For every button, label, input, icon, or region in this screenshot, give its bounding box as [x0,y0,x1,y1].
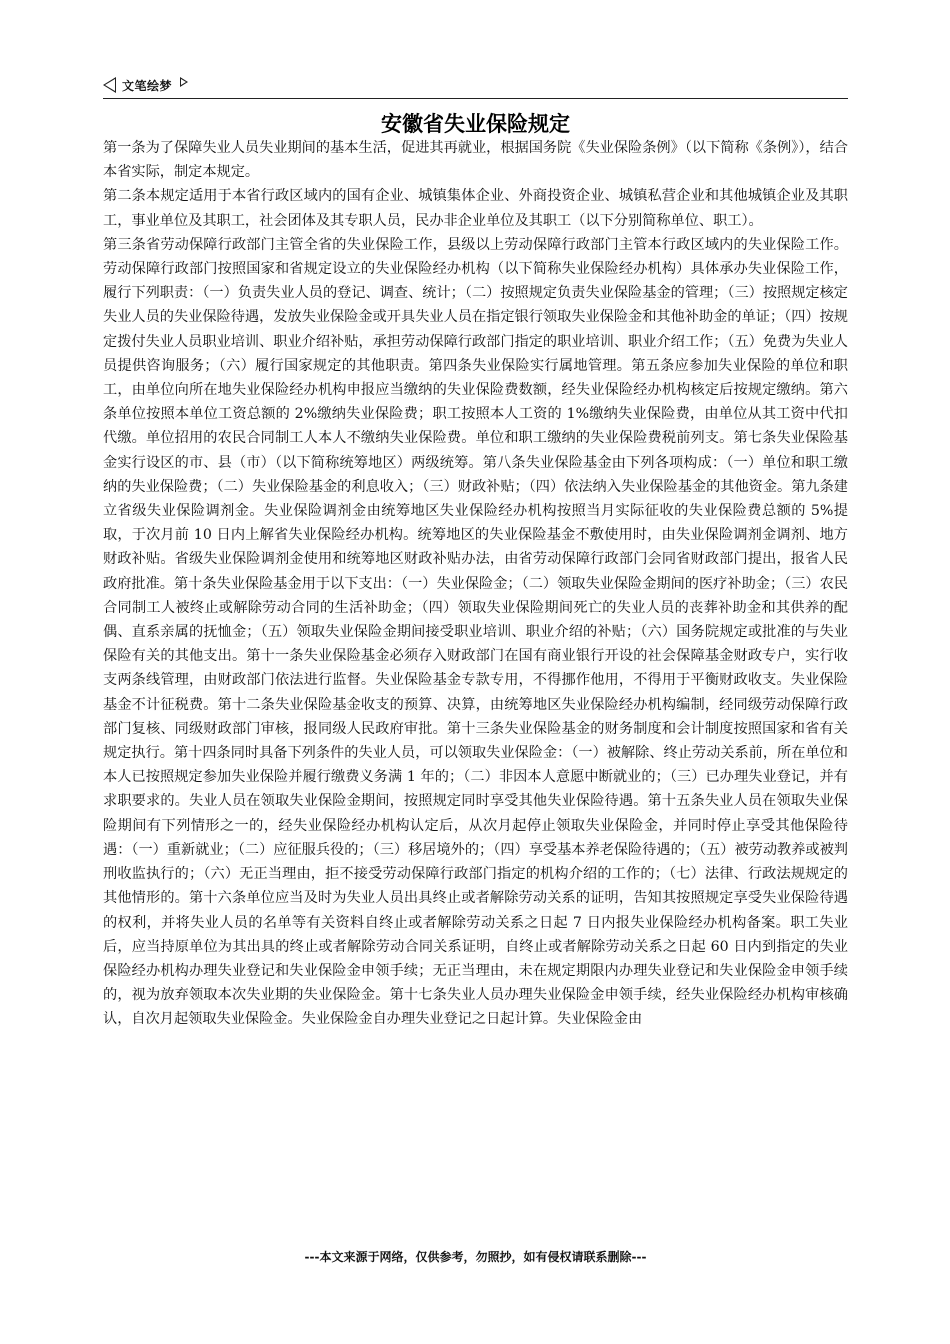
paragraph-article-2: 第二条本规定适用于本省行政区域内的国有企业、城镇集体企业、外商投资企业、城镇私营企业和其他城镇企业及其职工，事业单位及其职工，社会团体及其专职人员，民办非企业单位及其职工（以下分别简称单位、职工）。 [103,188,848,229]
document-header [103,74,848,96]
header-divider [103,98,848,99]
paragraph-article-3: 第三条省劳动保障行政部门主管全省的失业保险工作，县级以上劳动保障行政部门主管本行政区域内的失业保险工作。劳动保障行政部门按照国家和省规定设立的失业保险经办机构（以下简称失业保险经办机构）具体承办失业保险工作，履行下列职责：（一）负责失业人员的登记、调查、统计；（二）按照规定负责失业保险基金的管理；（三）按照规定核定失业人员的失业保险待遇，发放失业保险金或开具失业人员在指定银行领取失业保险金和其他补助金的单证；（四）按规定拨付失业人员职业培训、职业介绍补贴，承担劳动保障行政部门指定的职业培训、职业介绍工作；（五）免费为失业人员提供咨询服务；（六）履行国家规定的其他职责。第四条失业保险实行属地管理。第五条应参加失业保险的单位和职工，由单位向所在地失业保险经办机构申报应当缴纳的失业保险费数额，经失业保险经办机构核定后按规定缴纳。第六条单位按照本单位工资总额的 2%缴纳失业保险费；职工按照本人工资的 1%缴纳失业保险费，由单位从其工资中代扣代缴。单位招用的农民合同制工人本人不缴纳失业保险费。单位和职工缴纳的失业保险费税前列支。第七条失业保险基金实行设区的市、县（市）（以下简称统筹地区）两级统筹。第八条失业保险基金由下列各项构成：（一）单位和职工缴纳的失业保险费；（二）失业保险基金的利息收入；（三）财政补贴；（四）依法纳入失业保险基金的其他资金。第九条建立省级失业保险调剂金。失业保险调剂金由统筹地区失业保险经办机构按照当月实际征收的失业保险费总额的 5%提取，于次月前 10 日内上解省失业保险经办机构。统筹地区的失业保险基金不敷使用时，由失业保险调剂金调剂、地方财政补贴。省级失业保险调剂金使用和统筹地区财政补贴办法，由省劳动保障行政部门会同省财政部门提出，报省人民政府批准。第十条失业保险基金用于以下支出：（一）失业保险金；（二）领取失业保险金期间的医疗补助金；（三）农民合同制工人被终止或解除劳动合同的生活补助金；（四）领取失业保险期间死亡的失业人员的丧葬补助金和其供养的配偶、直系亲属的抚恤金；（五）领取失业保险金期间接受职业培训、职业介绍的补贴；（六）国务院规定或批准的与失业保险有关的其他支出。第十一条失业保险基金必须存入财政部门在国有商业银行开设的社会保障基金财政专户，实行收支两条线管理，由财政部门依法进行监督。失业保险基金专款专用，不得挪作他用，不得用于平衡财政收支。失业保险基金不计征税费。第十二条失业保险基金收支的预算、决算，由统筹地区失业保险经办机构编制，经同级劳动保障行政部门复核、同级财政部门审核，报同级人民政府审批。第十三条失业保险基金的财务制度和会计制度按照国家和省有关规定执行。第十四条同时具备下列条件的失业人员，可以领取失业保险金：（一）被解除、终止劳动关系前，所在单位和本人已按照规定参加失业保险并履行缴费义务满 1 年的；（二）非因本人意愿中断就业的；（三）已办理失业登记，并有求职要求的。失业人员在领取失业保险金期间，按照规定同时享受其他失业保险待遇。第十五条失业人员在领取失业保险期间有下列情形之一的，经失业保险经办机构认定后，从次月起停止领取失业保险金，并同时停止享受其他保险待遇：（一）重新就业；（二）应征服兵役的；（三）移居境外的；（四）享受基本养老保险待遇的；（五）被劳动教养或被判刑收监执行的；（六）无正当理由，拒不接受劳动保障行政部门指定的机构介绍的工作的；（七）法律、行政法规规定的其他情形的。第十六条单位应当及时为失业人员出具终止或者解除劳动关系的证明，告知其按照规定享受失业保险待遇的权利，并将失业人员的名单等有关资料自终止或者解除劳动关系之日起 7 日内报失业保险经办机构备案。职工失业后，应当持原单位为其出具的终止或者解除劳动合同关系证明，自终止或者解除劳动关系之日起 60 日内到指定的失业保险经办机构办理失业登记和失业保险金申领手续；无正当理由，未在规定期限内办理失业登记和失业保险金申领手续的，视为放弃领取本次失业期的失业保险金。第十七条失业人员办理失业保险金申领手续，经失业保险经办机构审核确认，自次月起领取失业保险金。失业保险金自办理失业登记之日起计算。失业保险金由 [103,236,848,1028]
right-triangle-icon [180,77,188,87]
footer-notice: ---本文来源于网络，仅供参考，勿照抄，如有侵权请联系删除--- [304,1250,647,1264]
brand-label: 文笔绘梦 [122,78,173,93]
document-title: 安徽省失业保险规定 [381,112,570,136]
left-triangle-icon [103,77,116,93]
document-body [103,136,848,1032]
paragraph-article-1: 第一条为了保障失业人员失业期间的基本生活，促进其再就业，根据国务院《失业保险条例》（以下简称《条例》），结合本省实际，制定本规定。 [103,140,848,181]
